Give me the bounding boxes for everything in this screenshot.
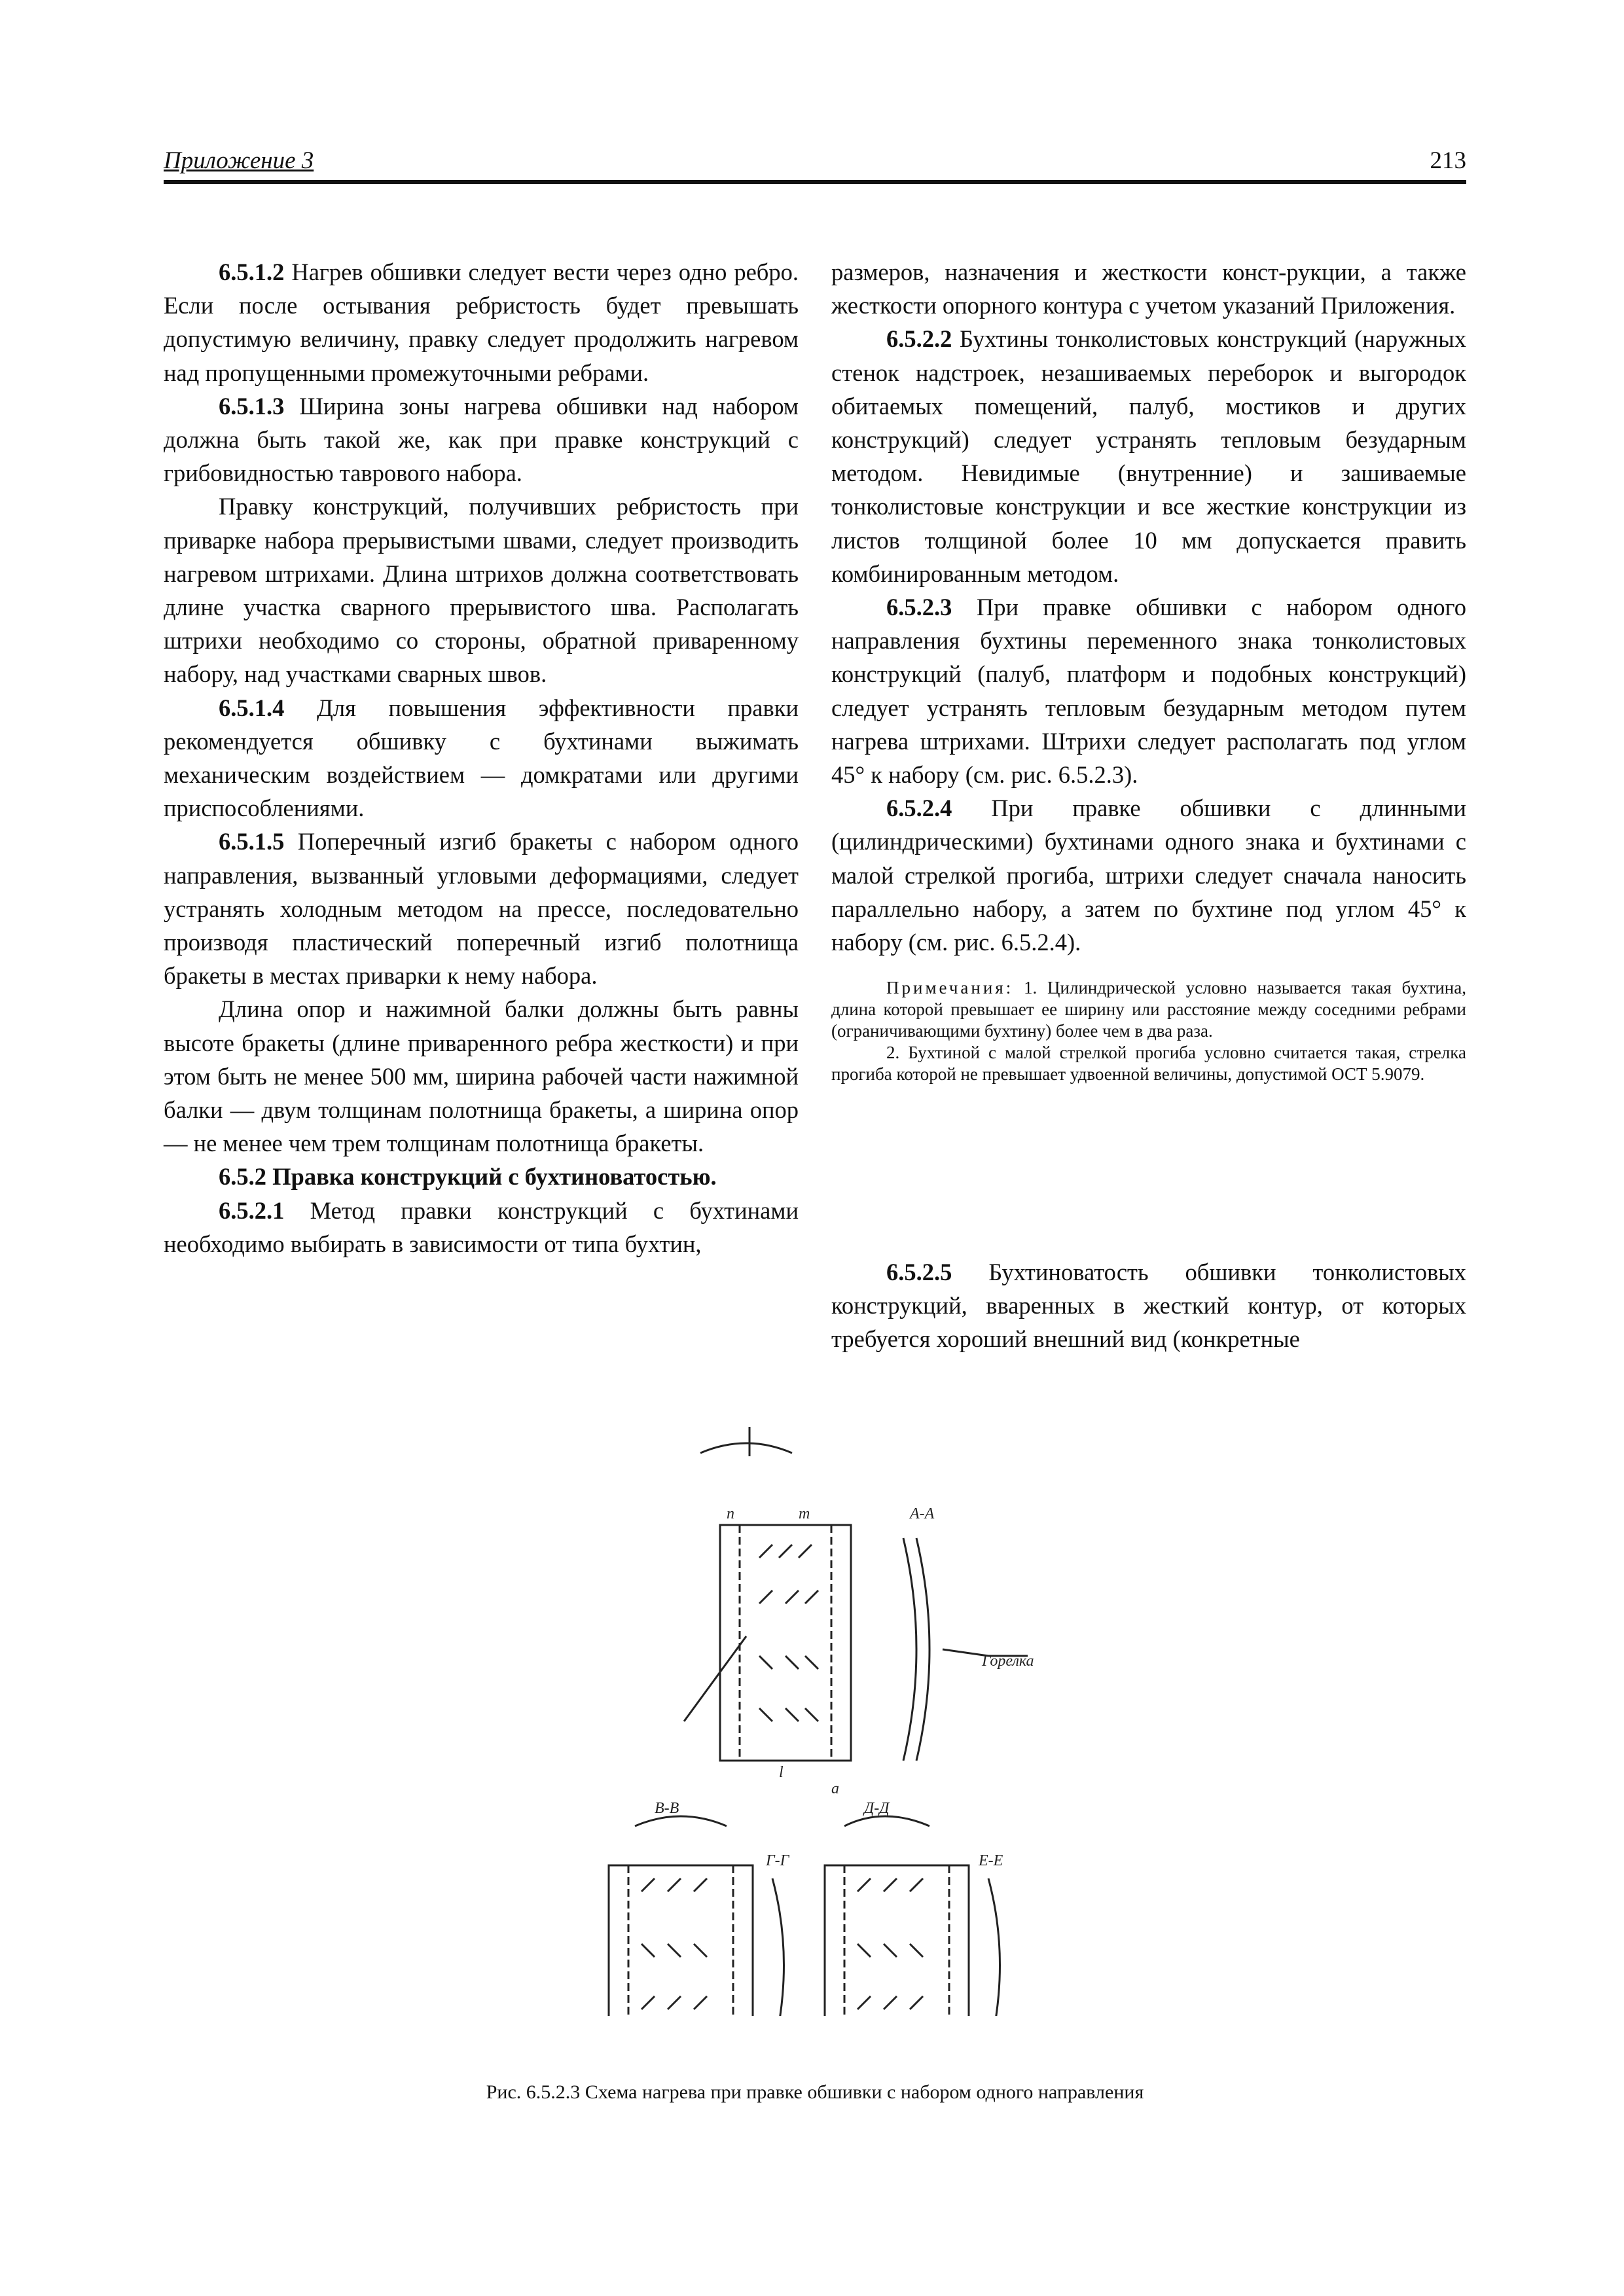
label-dd: Д-Д: [864, 1800, 890, 1817]
left-column: [164, 255, 799, 1261]
label-aa: А-А: [910, 1505, 935, 1522]
paragraph: 6.5.1.2 Нагрев обшивки следует вести через одно ребро. Если после остывания ребристость будет превышать допустимую величину, правку следует продолжить нагревом над пропущенными промежуточными ребрами.: [164, 259, 799, 386]
section-title: Приложение 3: [164, 147, 314, 174]
paragraph: Длина опор и нажимной балки должны быть равны высоте бракеты (длине приваренного ребра жесткости) и при этом быть не менее 500 мм, ширина рабочей части нажимной балки — двум толщинам полотнища бракеты, а ширина опор — не менее чем трем толщинам полотнища бракеты.: [164, 996, 799, 1157]
paragraph: Правку конструкций, получивших ребристость при приварке набора прерывистыми швами, следует производить нагревом штрихами. Длина штрихов должна соответствовать длине участка сварного прерывистого шва. Располагать штрихи необходимо со стороны, обратной приваренному набору, над участками сварных швов.: [164, 493, 799, 688]
right-tail: [831, 1255, 1466, 1356]
paragraph: 6.5.2.1 Метод правки конструкций с бухтинами необходимо выбирать в зависимости от типа бухтин,: [164, 1196, 799, 1257]
paragraph: 6.5.2.3 При правке обшивки с набором одного направления бухтины переменного знака тонколистовых конструкций (палуб, платформ и подобных конструкций) следует устранять тепловым безударным методом путем нагрева штрихами. Штрихи следует располагать под углом 45° к набору (см. рис. 6.5.2.3).: [831, 594, 1466, 789]
paragraph: 6.5.1.4 Для повышения эффективности правки рекомендуется обшивку с бухтинами выжимать механическим воздействием — домкратами или другими приспособлениями.: [164, 694, 799, 822]
figure-diagram: [576, 1407, 1047, 2016]
page-number: 213: [1430, 147, 1466, 174]
section-ee: [988, 1878, 1000, 2016]
paragraph: 6.5.1.5 Поперечный изгиб бракеты с набором одного направления, вызванный угловыми деформациями, следует устранять холодным методом на прессе, последовательно производя пластический поперечный изгиб полотнища бракеты в местах приварки к нему набора.: [164, 828, 799, 990]
right-column: [831, 255, 1466, 1085]
section-aa: [903, 1538, 916, 1761]
note-1: Примечания: 1. Цилиндрической условно называется такая бухтина, длина которой превышает ее ширину или расстояние между соседними ребрами (ограничивающими бухтину) более чем в два раза.: [831, 978, 1466, 1041]
page-header: [164, 141, 1466, 184]
label-vv: В-В: [655, 1800, 679, 1817]
section-gg: [772, 1878, 784, 2016]
paragraph: 6.5.2.5 Бухтиноватость обшивки тонколистовых конструкций, вваренных в жесткий контур, от которых требуется хороший внешний вид (конкретные: [831, 1259, 1466, 1353]
label-m: m: [799, 1505, 810, 1522]
label-a: а: [831, 1780, 839, 1797]
label-n: n: [727, 1505, 734, 1522]
plate-profile-b: [635, 1816, 727, 1826]
label-ee: Е-Е: [979, 1852, 1003, 1869]
plate-profile-v: [844, 1816, 929, 1826]
plate-b: [609, 1865, 753, 2016]
paragraph: 6.5.2.2 Бухтины тонколистовых конструкций (наружных стенок надстроек, незашиваемых переборок и выгородок обитаемых помещений, палуб, мостиков и других конструкций) следует устранять тепловым безударным методом. Невидимые (внутренние) и зашиваемые тонколистовые конструкции и все жесткие конструкции из листов толщиной более 10 мм допускается править комбинированным методом.: [831, 325, 1466, 587]
paragraph: 6.5.2.4 При правке обшивки с длинными (цилиндрическими) бухтинами одного знака и бухтинами с малой стрелкой прогиба, штрихи следует сначала наносить параллельно набору, а затем по бухтине под углом 45° к набору (см. рис. 6.5.2.4).: [831, 795, 1466, 956]
label-torch: Горелка: [982, 1653, 1034, 1670]
plate-v: [825, 1865, 969, 2016]
plate-profile-a: [700, 1443, 792, 1453]
label-gg: Г-Г: [766, 1852, 789, 1869]
label-l: l: [779, 1764, 784, 1781]
section-heading: 6.5.2 Правка конструкций с бухтиноватостью.: [219, 1163, 717, 1191]
paragraph: 6.5.1.3 Ширина зоны нагрева обшивки над набором должна быть такой же, как при правке конструкций с грибовидностью таврового набора.: [164, 392, 799, 487]
paragraph: размеров, назначения и жесткости конст-рукции, а также жесткости опорного контура с учетом указаний Приложения.: [831, 259, 1466, 319]
figure-caption: Рис. 6.5.2.3 Схема нагрева при правке обшивки с набором одного направления: [486, 2081, 1144, 2103]
note-2: 2. Бухтиной с малой стрелкой прогиба условно считается такая, стрелка прогиба которой не превышает удвоенной величины, допустимой ОСТ 5.9079.: [831, 1043, 1466, 1085]
notes-block: [831, 977, 1466, 1085]
